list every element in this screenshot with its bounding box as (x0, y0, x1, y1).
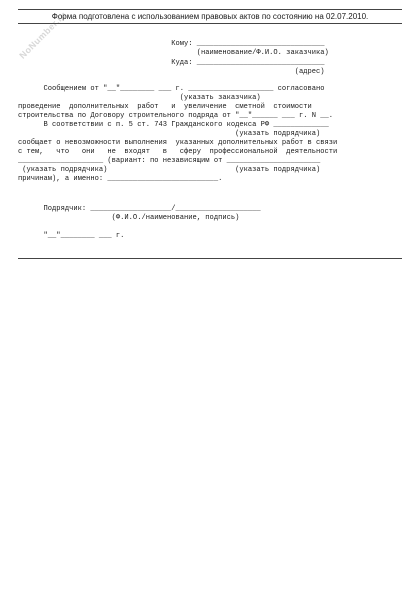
watermark: NoNumber.ru (17, 9, 69, 61)
body-line: ____________________ (вариант: по независящим от ______________________ (18, 157, 321, 165)
address-hint: (адрес) (18, 68, 325, 76)
body-line: проведение дополнительных работ и увеличение сметной стоимости (18, 103, 312, 111)
recipient-line: Кому: ______________________________ (18, 40, 325, 48)
body-hint: (указать подрядчика) (18, 130, 321, 138)
date-line: "__"________ ___ г. (18, 232, 125, 240)
body-line: с тем, что они не входят в сферу профессиональной деятельности (18, 148, 338, 156)
signature-line: Подрядчик: ___________________/____________________ (18, 205, 261, 213)
header-notice: Форма подготовлена с использованием правовых актов по состоянию на 02.07.2010. (18, 9, 402, 24)
body-line: В соответствии с п. 5 ст. 743 Гражданского кодекса РФ _____________ (18, 121, 329, 129)
body-hint: (указать подрядчика) (указать подрядчика) (18, 166, 321, 174)
body-hint: (указать заказчика) (18, 94, 261, 102)
letter-body (18, 24, 402, 240)
address-line: Куда: ______________________________ (18, 59, 325, 67)
body-line: Сообщением от "__"________ ___ г. ____________________ согласовано (18, 85, 325, 93)
recipient-hint: (наименование/Ф.И.О. заказчика) (18, 49, 329, 57)
body-line: сообщает о невозможности выполнения указанных дополнительных работ в связи (18, 139, 338, 147)
bottom-rule (18, 258, 402, 259)
signature-hint: (Ф.И.О./наименование, подпись) (18, 214, 240, 222)
body-line: строительства по Договору строительного подряда от "__"______ ___ г. N __. (18, 112, 334, 120)
body-line: причинам), а именно: __________________________. (18, 175, 223, 183)
